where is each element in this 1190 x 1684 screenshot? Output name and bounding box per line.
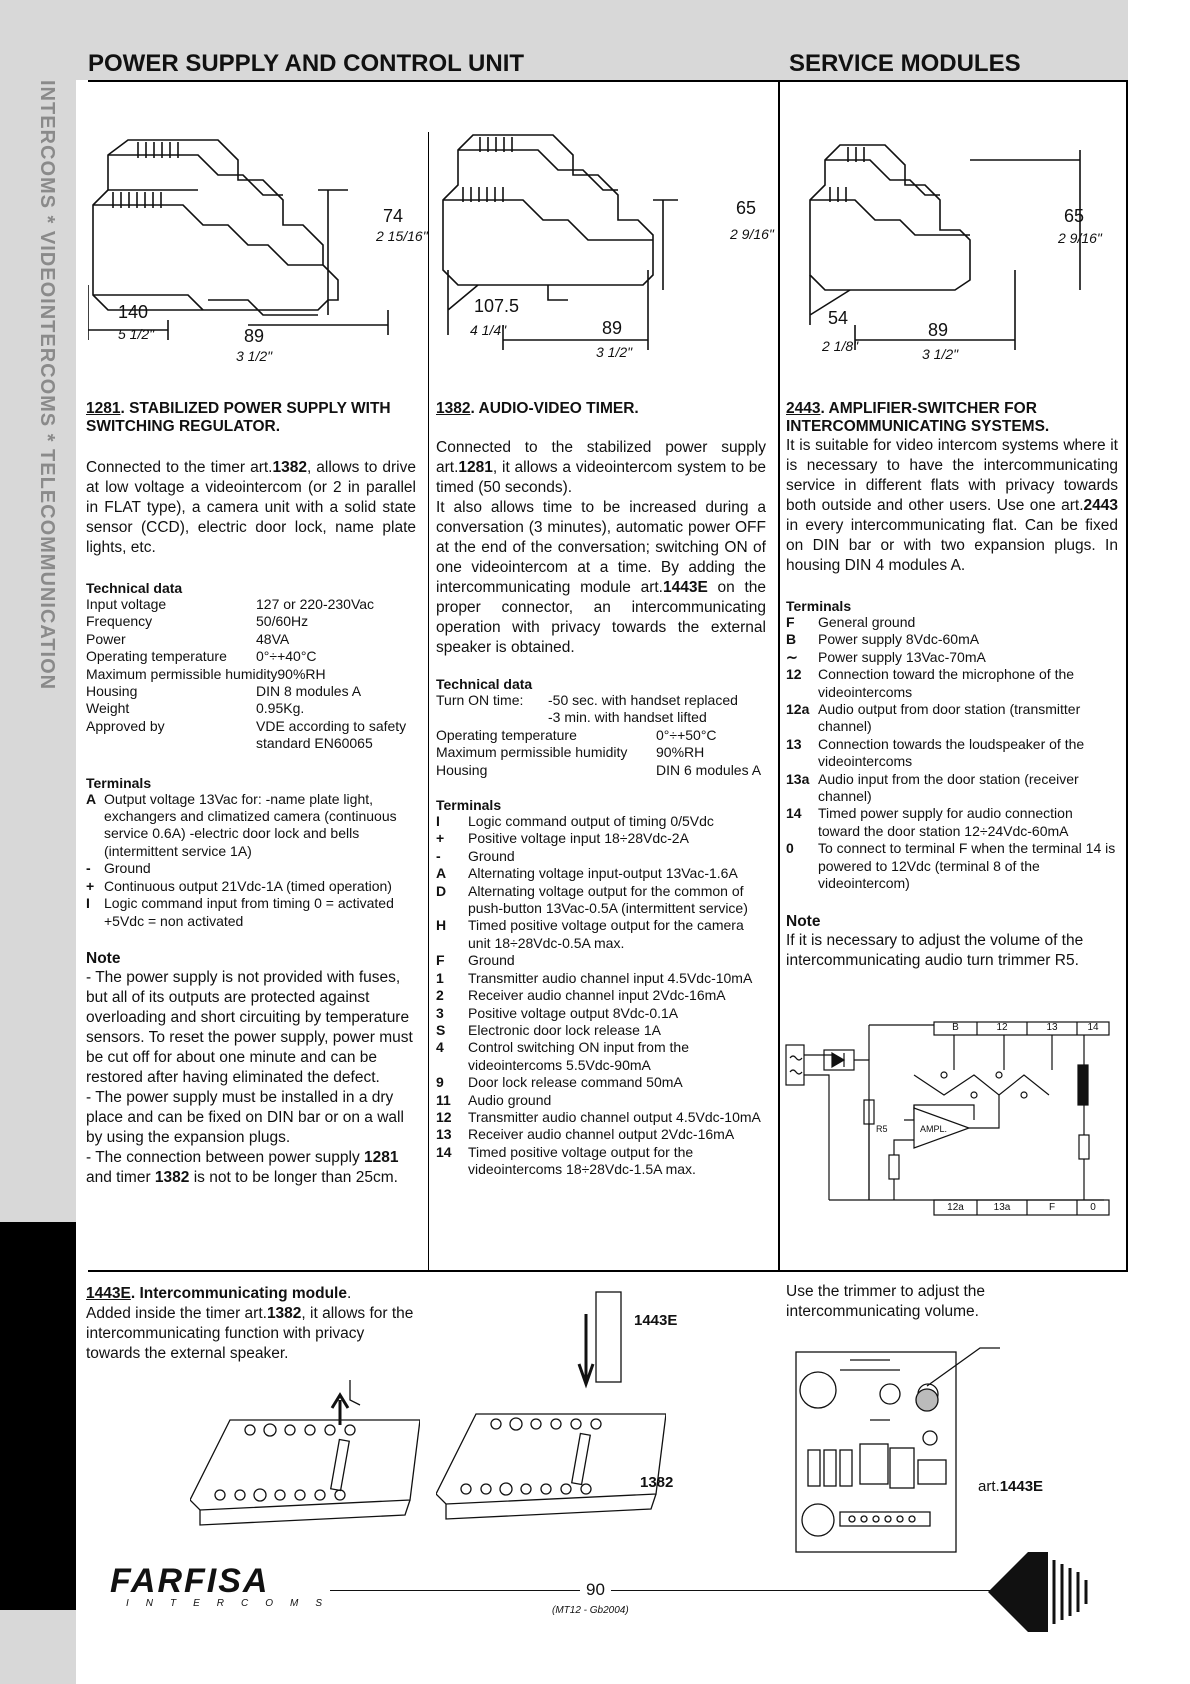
tech-key: Maximum permissible humidity bbox=[86, 665, 278, 682]
frame-right-edge bbox=[1126, 80, 1128, 1270]
pcb-drawing-1443e bbox=[780, 1330, 1110, 1565]
terminal-desc: Alternating voltage input-output 13Vac-1.6A bbox=[468, 865, 738, 882]
column-2443 bbox=[786, 400, 1118, 971]
dim-1382-height: 65 bbox=[736, 198, 757, 218]
tech-key: Housing bbox=[86, 683, 138, 700]
terminal-desc: Ground bbox=[468, 952, 515, 969]
terminal-row bbox=[86, 895, 416, 930]
terminal-row bbox=[786, 840, 1118, 892]
terminal-desc: To connect to terminal F when the terminal 14 is powered to 12Vdc (terminal 8 of the videointercom) bbox=[818, 840, 1116, 892]
terminal-row bbox=[786, 736, 1118, 771]
dim-1281-width-in: 5 1/2" bbox=[118, 326, 155, 342]
terminal-key: 1 bbox=[436, 969, 444, 986]
tech-key: Maximum permissible humidity bbox=[436, 744, 628, 761]
dim-1281-height-in: 2 15/16" bbox=[376, 228, 428, 244]
terminal-key: S bbox=[436, 1021, 446, 1038]
terminal-row bbox=[436, 883, 766, 918]
terminal-desc: Ground bbox=[104, 860, 151, 877]
tech-value: 127 or 220-230Vac bbox=[256, 596, 375, 612]
tech-row bbox=[436, 744, 766, 761]
note-1281-3: - The connection between power supply 1281 and timer 1382 is not to be longer than 25cm. bbox=[86, 1148, 399, 1186]
turn-on-row: Turn ON time: -50 sec. with handset replaced -3 min. with handset lifted bbox=[436, 692, 738, 726]
tech-value: 48VA bbox=[256, 630, 290, 647]
title-2443: 2443. AMPLIFIER-SWITCHER FOR INTERCOMMUNICATING SYSTEMS. bbox=[786, 400, 1050, 435]
column-1382 bbox=[436, 400, 766, 1179]
terminal-key: 9 bbox=[436, 1074, 444, 1091]
bottom-rule bbox=[88, 1270, 1128, 1272]
terminal-key: D bbox=[436, 882, 447, 899]
circuit-r5-label: R5 bbox=[876, 1124, 888, 1134]
terminal-key: 2 bbox=[436, 987, 444, 1004]
dim-2443-height-in: 2 9/16" bbox=[1058, 230, 1102, 246]
terminal-desc: Ground bbox=[468, 847, 515, 864]
terminal-row bbox=[436, 1039, 766, 1074]
terminal-key: 13a bbox=[786, 770, 810, 787]
terminal-key: ∼ bbox=[786, 648, 798, 665]
terminal-desc: Receiver audio channel output 2Vdc-16mA bbox=[468, 1126, 735, 1143]
tech-value: 90%RH bbox=[656, 744, 705, 761]
intro-2443: It is suitable for video intercom systems where it is necessary to have the intercommunicating service in different flats with privacy towards both outside and other users. Use one art.2443 in every intercommunicating flat. Can be fixed on DIN bar or with two expansion plugs. In housing DIN 4 modules A. bbox=[786, 437, 1118, 574]
terminal-key: + bbox=[436, 830, 445, 847]
dim-1281-width: 140 bbox=[118, 302, 149, 322]
tech-table-1382 bbox=[436, 727, 766, 779]
title-1443e: 1443E. Intercommunicating module. bbox=[86, 1285, 352, 1302]
tech-row bbox=[86, 700, 416, 717]
terminal-key: F bbox=[786, 614, 795, 630]
footer-rule bbox=[330, 1590, 990, 1591]
terminal-desc: Power supply 13Vac-70mA bbox=[818, 648, 986, 665]
terminals-list-1281 bbox=[86, 791, 416, 930]
label-1382: 1382 bbox=[640, 1474, 674, 1491]
header-left: POWER SUPPLY AND CONTROL UNIT bbox=[88, 50, 525, 77]
side-tab-label: INTERCOMS * VIDEOINTERCOMS * TELECOMMUNICATION bbox=[36, 80, 58, 691]
terminals-list-1382 bbox=[436, 813, 766, 1179]
dim-2443-depth-in: 3 1/2" bbox=[922, 346, 959, 362]
tech-row bbox=[86, 718, 416, 753]
intro-1382-2: It also allows time to be increased during a conversation (3 minutes), automatic power OFF at the end of the conversation; switching ON of one videointercom at a time. By adding the intercommunicating module art.1443E on the proper connector, an intercommunicating operation with privacy towards the external speaker is obtained. bbox=[436, 499, 766, 656]
terminal-row bbox=[436, 987, 766, 1004]
terminal-row bbox=[86, 878, 416, 895]
farfisa-emblem-icon bbox=[988, 1552, 1098, 1637]
terminal-row bbox=[786, 614, 1118, 631]
terminal-desc: Connection towards the loudspeaker of the videointercoms bbox=[818, 735, 1085, 770]
terminal-key: I bbox=[436, 813, 440, 830]
terminal-key: 12 bbox=[436, 1108, 452, 1125]
terminals-title-1382: Terminals bbox=[436, 797, 502, 814]
terminal-row bbox=[436, 1022, 766, 1039]
terminal-desc: Logic command output of timing 0/5Vdc bbox=[468, 813, 714, 830]
terminal-key: I bbox=[86, 895, 90, 912]
intro-1382: Connected to the stabilized power supply art.1281, it allows a videointercom system to be timed (50 seconds). bbox=[436, 439, 766, 496]
terminal-key: 12a bbox=[786, 701, 810, 718]
terminal-row bbox=[436, 952, 766, 969]
terminal-row bbox=[436, 970, 766, 987]
circuit-top-labels: B 12 13 14 bbox=[952, 1022, 1099, 1033]
terminal-desc: Positive voltage output 8Vdc-0.1A bbox=[468, 1004, 679, 1021]
circuit-bottom-labels: 12a 13a F 0 bbox=[947, 1202, 1096, 1213]
tech-value: 0°÷+50°C bbox=[656, 726, 717, 743]
terminal-desc: Transmitter audio channel output 4.5Vdc-10mA bbox=[468, 1108, 761, 1125]
terminal-key: + bbox=[86, 877, 95, 894]
column-divider-left bbox=[428, 132, 429, 1270]
terminal-desc: Transmitter audio channel input 4.5Vdc-10mA bbox=[468, 969, 753, 986]
terminal-row bbox=[786, 666, 1118, 701]
side-black-band bbox=[0, 1222, 76, 1610]
terminal-row bbox=[436, 813, 766, 830]
terminal-row bbox=[436, 1005, 766, 1022]
terminal-desc: Control switching ON input from the videointercoms 5.5Vdc-90mA bbox=[468, 1039, 689, 1073]
section-1443e bbox=[86, 1284, 416, 1364]
tech-key: Housing bbox=[436, 761, 488, 778]
terminal-key: - bbox=[436, 847, 441, 864]
terminal-row bbox=[436, 865, 766, 882]
label-1443e: 1443E bbox=[634, 1312, 678, 1329]
tech-key: Power bbox=[86, 630, 126, 647]
tech-value: DIN 8 modules A bbox=[256, 683, 362, 700]
terminal-desc: Timed positive voltage output for the videointercoms 18÷28Vdc-1.5A max. bbox=[468, 1143, 696, 1178]
terminal-row bbox=[436, 848, 766, 865]
title-1281: 1281. STABILIZED POWER SUPPLY WITH SWITCHING REGULATOR. bbox=[86, 400, 391, 435]
column-1281 bbox=[86, 400, 416, 1188]
note-1281-1: - The power supply is not provided with fuses, but all of its outputs are protected against overloading and short circuiting by temperature sensors. To reset the power supply, power must be cut off for about one minute and can be restored after having eliminated the defect. bbox=[86, 968, 413, 1086]
terminal-key: F bbox=[436, 952, 445, 969]
dim-1382-width-in: 4 1/4" bbox=[470, 322, 507, 338]
terminal-row bbox=[436, 1109, 766, 1126]
dim-1281-height: 74 bbox=[383, 206, 404, 226]
tech-value: 0°÷+40°C bbox=[256, 648, 317, 665]
terminal-key: 4 bbox=[436, 1039, 444, 1056]
terminal-key: 13 bbox=[786, 735, 802, 752]
terminal-key: A bbox=[86, 790, 97, 807]
terminal-key: 12 bbox=[786, 666, 802, 683]
tech-row bbox=[436, 727, 766, 744]
module-drawing-2443 bbox=[790, 130, 1120, 370]
terminal-desc: Continuous output 21Vdc-1A (timed operation) bbox=[104, 877, 392, 894]
terminal-desc: Timed positive voltage output for the camera unit 18÷28Vdc-0.5A max. bbox=[468, 917, 744, 951]
note-2443: If it is necessary to adjust the volume of the intercommunicating audio turn trimmer R5. bbox=[786, 931, 1084, 969]
tech-key: Approved by bbox=[86, 717, 165, 734]
tech-value: 0.95Kg. bbox=[256, 700, 305, 717]
terminal-desc: Positive voltage input 18÷28Vdc-2A bbox=[468, 830, 689, 847]
column-divider-right bbox=[778, 80, 780, 1270]
note-1281-2: - The power supply must be installed in a dry place and can be fixed on DIN bar or on a wall by using the expansion plugs. bbox=[86, 1088, 404, 1146]
board-drawing-2 bbox=[436, 1284, 666, 1554]
terminal-desc: Connection toward the microphone of the videointercoms bbox=[818, 666, 1075, 700]
text-1443e: Added inside the timer art.1382, it allows for the intercommunicating function with privacy towards the external speaker. bbox=[86, 1305, 414, 1362]
terminal-desc: Electronic door lock release 1A bbox=[468, 1021, 661, 1038]
terminal-row bbox=[436, 1144, 766, 1179]
dim-1382-height-in: 2 9/16" bbox=[730, 226, 774, 242]
terminal-row bbox=[786, 805, 1118, 840]
terminal-key: A bbox=[436, 865, 447, 882]
tech-key: Operating temperature bbox=[86, 648, 227, 665]
terminal-row bbox=[436, 917, 766, 952]
terminals-title-2443: Terminals bbox=[786, 598, 852, 614]
dim-2443-height: 65 bbox=[1064, 206, 1085, 226]
terminal-row bbox=[86, 860, 416, 877]
tech-row bbox=[86, 683, 416, 700]
terminal-row bbox=[786, 649, 1118, 666]
terminal-desc: Receiver audio channel input 2Vdc-16mA bbox=[468, 987, 726, 1004]
terminal-desc: General ground bbox=[818, 614, 916, 630]
terminal-key: H bbox=[436, 917, 447, 934]
terminal-row bbox=[86, 791, 416, 861]
terminal-row bbox=[786, 631, 1118, 648]
tech-key: Operating temperature bbox=[436, 726, 577, 743]
dim-1281-depth: 89 bbox=[244, 326, 265, 346]
terminal-row bbox=[436, 1074, 766, 1091]
header-rule bbox=[88, 80, 1128, 82]
terminal-key: 0 bbox=[786, 840, 794, 857]
terminal-key: 13 bbox=[436, 1126, 452, 1143]
dim-1382-depth-in: 3 1/2" bbox=[596, 344, 633, 360]
tech-row bbox=[86, 666, 416, 683]
dim-2443-width-in: 2 1/8" bbox=[822, 338, 859, 354]
tech-row bbox=[86, 648, 416, 665]
terminal-key: 14 bbox=[436, 1143, 452, 1160]
board-drawing-1 bbox=[190, 1380, 420, 1555]
page-number: 90 bbox=[580, 1580, 611, 1600]
dim-2443-width: 54 bbox=[828, 308, 849, 328]
tech-key: Frequency bbox=[86, 613, 153, 630]
terminal-key: 3 bbox=[436, 1004, 444, 1021]
dim-2443-depth: 89 bbox=[928, 320, 949, 340]
terminal-key: - bbox=[86, 860, 91, 877]
tech-row bbox=[86, 613, 416, 630]
tech-row bbox=[436, 762, 766, 779]
terminal-desc: Logic command input from timing 0 = activated +5Vdc = non activated bbox=[104, 895, 394, 929]
note-title-1281: Note bbox=[86, 949, 121, 967]
terminal-desc: Audio input from the door station (receiver channel) bbox=[818, 770, 1079, 805]
terminal-row bbox=[786, 701, 1118, 736]
circuit-ampl-label: AMPL. bbox=[920, 1124, 948, 1134]
terminal-key: 11 bbox=[436, 1091, 451, 1108]
farfisa-logo-sub: INTERCOMS bbox=[126, 1598, 339, 1609]
terminal-row bbox=[786, 771, 1118, 806]
dim-1281-depth-in: 3 1/2" bbox=[236, 348, 273, 364]
side-tab bbox=[24, 80, 64, 780]
terminals-title-1281: Terminals bbox=[86, 774, 152, 791]
terminal-desc: Power supply 8Vdc-60mA bbox=[818, 631, 980, 648]
note-title-2443: Note bbox=[786, 912, 821, 930]
title-1382: 1382. AUDIO-VIDEO TIMER. bbox=[436, 400, 639, 417]
terminal-key: B bbox=[786, 631, 797, 648]
tech-row bbox=[86, 596, 416, 613]
farfisa-logo: FARFISA bbox=[110, 1562, 270, 1600]
terminals-list-2443 bbox=[786, 614, 1118, 893]
tech-row bbox=[86, 631, 416, 648]
terminal-desc: Timed power supply for audio connection toward the door station 12÷24Vdc-60mA bbox=[818, 805, 1073, 839]
terminal-desc: Door lock release command 50mA bbox=[468, 1074, 683, 1091]
header-right: SERVICE MODULES bbox=[789, 50, 1021, 77]
tech-title-1382: Technical data bbox=[436, 676, 533, 692]
doc-code: (MT12 - Gb2004) bbox=[552, 1605, 629, 1616]
terminal-desc: Output voltage 13Vac for: -name plate light, exchangers and climatized camera (continuous service 0.6A) -electric door lock and bells (intermittent service 1A) bbox=[104, 790, 397, 859]
dim-1382-depth: 89 bbox=[602, 318, 623, 338]
terminal-row bbox=[436, 830, 766, 847]
trimmer-instruction: Use the trimmer to adjust the intercommunicating volume. bbox=[786, 1283, 985, 1320]
terminal-key: 14 bbox=[786, 805, 802, 822]
terminal-desc: Audio output from door station (transmitter channel) bbox=[818, 701, 1081, 735]
circuit-diagram-2443 bbox=[784, 1020, 1114, 1220]
tech-value: DIN 6 modules A bbox=[656, 761, 762, 778]
terminal-row bbox=[436, 1092, 766, 1109]
terminal-row bbox=[436, 1126, 766, 1143]
terminal-desc: Audio ground bbox=[468, 1091, 552, 1108]
tech-value: 50/60Hz bbox=[256, 613, 309, 630]
art-1443e-label: art.1443E bbox=[978, 1478, 1044, 1495]
tech-key: Weight bbox=[86, 700, 130, 717]
dim-1382-width: 107.5 bbox=[474, 296, 520, 316]
tech-value: 90%RH bbox=[277, 665, 326, 682]
tech-table-1281 bbox=[86, 596, 416, 753]
tech-value: VDE according to safety standard EN60065 bbox=[256, 717, 407, 752]
terminal-desc: Alternating voltage output for the common of push-button 13Vac-0.5A (intermittent service) bbox=[468, 882, 748, 917]
intro-1281: Connected to the timer art.1382, allows to drive at low voltage a videointercom (or 2 in parallel in FLAT type), a camera unit with a solid state sensor (CCD), electric door lock, name plate lights, etc. bbox=[86, 459, 416, 556]
tech-key: Input voltage bbox=[86, 596, 167, 612]
tech-title-1281: Technical data bbox=[86, 580, 183, 596]
